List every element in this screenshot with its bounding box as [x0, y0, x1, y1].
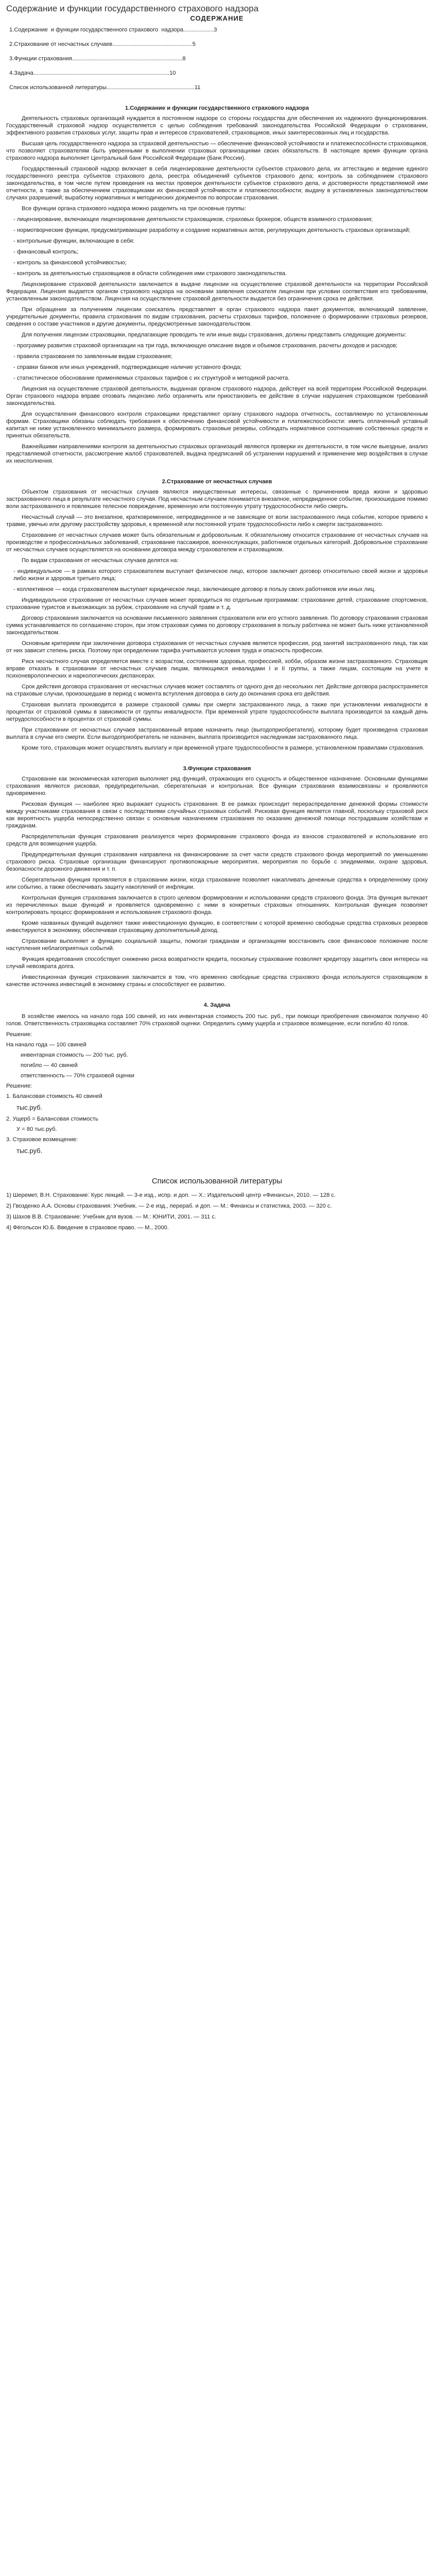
task-line: тыс.руб. [16, 1147, 43, 1155]
paragraph: Договор страхования заключается на основании письменного заявления страхователя или его устного заявления. По договору страхования страховая сумма устанавливается по соглашению сторон, при этом страховая сумма по договору страхования в пользу работника не может быть ниже установленной законодательством. [6, 615, 428, 636]
paragraph: Высшая цель государственного надзора за страховой деятельностью — обеспечение финансовой устойчивости и платежеспособности страховщиков, что позволяет страхователям быть уверенными в выполнении страховых организациями своих обязательств. В настоящее время функции органа страхового надзора выполняет Центральный банк Российской Федерации (Банк России). [6, 141, 428, 161]
paragraph: Страхование как экономическая категория выполняет ряд функций, отражающих его сущность и общественное назначение. Основными функциями страхования являются рисковая, предупредительная, сберегательная и контрольная. Все функции страхования взаимосвязаны и проявляются одновременно. [6, 776, 428, 796]
paragraph: Функция кредитования способствует снижению риска возвратности кредита, поскольку страхование позволяет кредитору защитить свои интересы на случай невозврата долга. [6, 956, 428, 970]
section-1-body [6, 115, 428, 465]
paragraph: Инвестиционная функция страхования заключается в том, что временно свободные средства страхового фонда используются страховщиком в качестве источника инвестиций в экономику страны и способствуют ее развитию. [6, 974, 428, 988]
paragraph: Важнейшими направлениями контроля за деятельностью страховых организаций являются проверки их деятельности, в том числе выездные, анализ представляемой отчетности, рассмотрение жалоб страхователей, выдача предписаний об устранении нарушений и применение мер воздействия в случае их неисполнения. [6, 444, 428, 464]
list-item: - программу развития страховой организации на три года, включающую описание видов и объемов страхования, расчеты доходов и расходов; [13, 343, 398, 349]
task-line: погибло — 40 свиней [21, 1062, 78, 1069]
task-statement: В хозяйстве имелось на начало года 100 свиней, из них инвентарная стоимость 200 тыс. руб., при помощи приобретения свиноматок получено 40 голов. Ответственность страховщика составляет 70% страховой оценки. Определить сумму ущерба и страховое возмещение, если погибло 40 голов. [6, 1013, 428, 1027]
toc-item[interactable]: 4.Задача.....................................................................................10 [9, 70, 176, 76]
toc-item[interactable]: 2.Страхование от несчастных случаев..................................................5 [9, 41, 196, 47]
paragraph: Объектом страхования от несчастных случаев являются имущественные интересы, связанные с причинением вреда жизни и здоровью застрахованного лица в результате несчастного случая. Под несчастным случаем понимается внезапное, непредвиденное событие, произошедшее помимо воли застрахованного и повлекшее телесное повреждение, временную или постоянную утрату трудоспособности либо смерть. [6, 489, 428, 510]
paragraph: Сберегательная функция проявляется в страховании жизни, когда страхование позволяет накапливать денежные средства к определенному сроку или событию, а также обеспечивать защиту накоплений от инфляции. [6, 877, 428, 890]
section-3-title: 3.Функции страхования [183, 766, 251, 772]
paragraph: Риск несчастного случая определяется вместе с возрастом, состоянием здоровья, профессией, хобби, образом жизни застрахованного. Страховщик вправе отказать в страховании от несчастных случаев лицам, являющимся инвалидами I и II группы, а также лицам, состоящим на учете в психоневрологических и наркологических диспансерах. [6, 658, 428, 679]
table-of-contents [6, 26, 428, 91]
list-item: - контроль за деятельностью страховщиков в области соблюдения ими страхового законодательства. [13, 270, 287, 277]
task-line: 1. Балансовая стоимость 40 свиней [6, 1093, 102, 1099]
section-2-title: 2.Страхование от несчастных случаев [162, 479, 272, 485]
paragraph: Кроме того, страховщик может осуществлять выплату и при временной утрате трудоспособности в размере, установленном правилами страхования. [22, 745, 425, 751]
task-line: Решение: [6, 1083, 32, 1089]
list-item: - коллективное — когда страхователем выступает юридическое лицо, заключающее договор в пользу своих работников или иных лиц. [13, 586, 376, 592]
paragraph: Контрольная функция страхования заключается в строго целевом формировании и использовании средств страхового фонда. Эта функция вытекает из перечисленных выше функций и проявляется одновременно с ними в конкретных страховых отношениях. Контрольная функция позволяет контролировать процесс формирования и использования страхового фонда. [6, 895, 428, 916]
paragraph: Основным критерием при заключении договора страхования от несчастных случаев является профессия, род занятий застрахованного лица, так как от них зависит степень риска. Поэтому при определении тарифа учитываются условия труда и опасность профессии. [6, 640, 428, 654]
list-item: - финансовый контроль; [13, 249, 79, 255]
references-list [6, 1192, 428, 1231]
paragraph: Предупредительная функция страхования направлена на финансирование за счет части средств страхового фонда мероприятий по уменьшению страхового риска. Страховые организации финансируют противопожарные мероприятия, мероприятия по борьбе с эпидемиями, охране здоровья, безопасности дорожного движения и т. п. [6, 852, 428, 872]
list-item: - нормотворческие функции, предусматривающие разработку и создание нормативных актов, регулирующих деятельность страховых организаций; [13, 227, 411, 233]
paragraph: При страховании от несчастных случаев застрахованный вправе назначить лицо (выгодоприобретателя), которому будет произведена страховая выплата в случае его смерти. Если выгодоприобретатель не назначен, выплата производится наследникам застрахованного лица. [6, 727, 428, 740]
list-item: - справки банков или иных учреждений, подтверждающие наличие уставного фонда; [13, 364, 242, 370]
paragraph: Деятельность страховых организаций нуждается в постоянном надзоре со стороны государства для обеспечения их надежного функционирования. Государственный страховой надзор осуществляется с целью соблюдения требований законодательства Российской Федерации о страховании, эффективного развития страховых услуг, защиты прав и интересов страхователей, страховщиков, иных заинтересованных лиц и государства. [6, 115, 428, 136]
task-line: На начало года — 100 свиней [6, 1042, 86, 1048]
section-1-title: 1.Содержание и функции государственного страхового надзора [125, 105, 309, 111]
paragraph: Для получения лицензии страховщики, предлагающие проводить те или иные виды страхования, должны представить следующие документы: [22, 332, 407, 338]
paragraph: Страхование выполняет и функцию социальной защиты, помогая гражданам и организациям восстановить свое финансовое положение после наступления неблагоприятных событий. [6, 938, 428, 952]
task-line: инвентарная стоимость — 200 тыс. руб. [21, 1052, 128, 1058]
paragraph: Несчастный случай — это внезапное, кратковременное, непредвиденное и не зависящее от воли застрахованного лица событие, которое привело к травме, увечью или другому расстройству здоровья, к временной или постоянной утрате трудоспособности либо к смерти застрахованного. [6, 514, 428, 528]
paragraph: Страховая выплата производится в размере страховой суммы при смерти застрахованного лица, а также при установлении инвалидности в процентах от страховой суммы в зависимости от группы инвалидности. При временной утрате трудоспособности выплата производится за каждый день нетрудоспособности в процентах от страховой суммы. [6, 702, 428, 722]
section-2-body [6, 488, 428, 752]
paragraph: Распределительная функция страхования реализуется через формирование страхового фонда из взносов страхователей и использование его средств для возмещения ущерба. [6, 834, 428, 847]
list-item: - лицензирование, включающее лицензирование деятельности страховщиков, страховых брокеров, обществ взаимного страхования; [13, 216, 373, 223]
paragraph: Страхование от несчастных случаев может быть обязательным и добровольным. К обязательному относится страхование от несчастных случаев на производстве и профессиональных заболеваний, страхование пассажиров, военнослужащих, работников отдельных категорий. Добровольное страхование от несчастных случаев осуществляется на основании договора между страхователем и страховщиком. [6, 532, 428, 553]
task-line: Решение: [6, 1031, 32, 1038]
toc-item[interactable]: 1.Содержание и функции государственного страхового надзора...................3 [9, 27, 217, 33]
list-item: - статистическое обоснование применяемых страховых тарифов с их структурой и методикой расчета. [13, 375, 290, 381]
section-4-title: 4. Задача [203, 1002, 231, 1008]
list-item: - индивидуальное — в рамках которого страхователем выступает физическое лицо, которое заключает договор относительно своей жизни и здоровья либо жизни и здоровья третьего лица; [13, 568, 428, 582]
document-title: Содержание и функции государственного страхового надзора [6, 4, 259, 13]
toc-item[interactable]: 3.Функции страхования.....................................................................8 [9, 56, 186, 62]
paragraph: Индивидуальное страхование от несчастных случаев может проводиться по отдельным программам: страхование детей, страхование спортсменов, страхование туристов и выезжающих за рубеж, страхование на случай травм и т. д. [6, 597, 428, 611]
reference-item: 3) Шахов В.В. Страхование: Учебник для вузов. — М.: ЮНИТИ, 2001. — 311 с. [6, 1214, 217, 1220]
task-line: 2. Ущерб = Балансовая стоимость [6, 1116, 98, 1122]
paragraph: Государственный страховой надзор включает в себя лицензирование деятельности субъектов страхового дела, их аттестацию и ведение единого государственного реестра субъектов страхового дела, реестра объединений субъектов страхового дела; контроль за соблюдением страхового законодательства, в том числе путем проведения на местах проверок деятельности субъектов страхового дела, и достоверности представляемой ими отчетности, а также за обеспечением страховщиками их финансовой устойчивости и платежеспособности; выдачу в установленных законодательством случаях разрешений; выработку нормативных и методических документов по вопросам страхования. [6, 166, 428, 201]
toc-heading: СОДЕРЖАНИЕ [190, 14, 244, 22]
paragraph: Срок действия договора страхования от несчастных случаев может составлять от одного дня до нескольких лет. Действие договора распространяется на страховые случаи, произошедшие в период с момента вступления договора в силу до окончания срока его действия. [6, 684, 428, 697]
paragraph: По видам страхования от несчастных случаев делятся на: [22, 557, 179, 564]
reference-item: 2) Гвозденко А.А. Основы страхования: Учебник. — 2-е изд., перераб. и доп. — М.: Финансы и статистика, 2003. — 320 с. [6, 1203, 332, 1209]
task-line: тыс.руб. [16, 1104, 43, 1111]
references-title: Список использованной литературы [151, 1177, 283, 1185]
task-line: У = 80 тыс.руб. [16, 1126, 57, 1132]
paragraph: Все функции органа страхового надзора можно разделить на три основные группы: [22, 206, 247, 212]
paragraph: Лицензирование страховой деятельности заключается в выдаче лицензии на осуществление страховой деятельности на территории Российской Федерации. Лицензия выдается органом страхового надзора на основании заявления соискателя лицензии при условии соответствия его требованиям, установленным законодательством. Лицензия на осуществление страховой деятельности выдается без ограничения срока ее действия. [6, 281, 428, 302]
task-line: ответственность — 70% страховой оценки [21, 1073, 134, 1079]
reference-item: 4) Фёгольсон Ю.Б. Введение в страховое право. — М., 2000. [6, 1225, 169, 1231]
paragraph: Кроме названных функций выделяют также инвестиционную функцию, в соответствии с которой временно свободные средства страховых резервов инвестируются в экономику, обеспечивая страховщику дополнительный доход. [6, 920, 428, 934]
paragraph: Рисковая функция — наиболее ярко выражает сущность страхования. В ее рамках происходит перераспределение денежной формы стоимости между участниками страхования в связи с последствиями случайных страховых событий. Рисковая функция является главной, поскольку страховой риск как вероятность ущерба непосредственно связан с основным назначением страхования по оказанию денежной помощи пострадавшим хозяйствам и гражданам. [6, 801, 428, 829]
section-3-body [6, 775, 428, 988]
task-line: 3. Страховое возмещение: [6, 1137, 78, 1143]
list-item: - контрольные функции, включающие в себя: [13, 238, 135, 244]
paragraph: При обращении за получением лицензии соискатель представляет в орган страхового надзора пакет документов, включающий заявление, учредительные документы, правила страхования по видам страхования, расчеты страховых тарифов, положение о формировании страховых резервов, сведения о составе участников и другие документы, предусмотренные законодательством. [6, 307, 428, 327]
list-item: - правила страхования по заявленным видам страхования; [13, 353, 172, 360]
paragraph: Для осуществления финансового контроля страховщики представляют органу страхового надзора отчетность, составляемую по установленным формам. Страховщики обязаны соблюдать требования к обеспечению финансовой устойчивости и платежеспособности: иметь оплаченный уставный капитал не ниже установленного минимального размера, формировать страховые резервы, соблюдать нормативное соотношение собственных средств и принятых обязательств. [6, 411, 428, 439]
list-item: - контроль за финансовой устойчивостью; [13, 260, 127, 266]
paragraph: Лицензия на осуществление страховой деятельности, выданная органом страхового надзора, действует на всей территории Российской Федерации. Орган страхового надзора вправе отозвать лицензию либо ограничить или приостановить ее действие в случае нарушения страховщиком требований законодательства. [6, 386, 428, 406]
section-4-body [6, 1013, 428, 1156]
toc-item[interactable]: Список использованной литературы.......................................................11 [9, 84, 201, 91]
document-page [0, 0, 436, 1256]
reference-item: 1) Шеремет, В.Н. Страхование: Курс лекций. — 3-е изд., испр. и доп. — Х.: Издательский центр «Финансы», 2010. — 128 с. [6, 1192, 336, 1198]
